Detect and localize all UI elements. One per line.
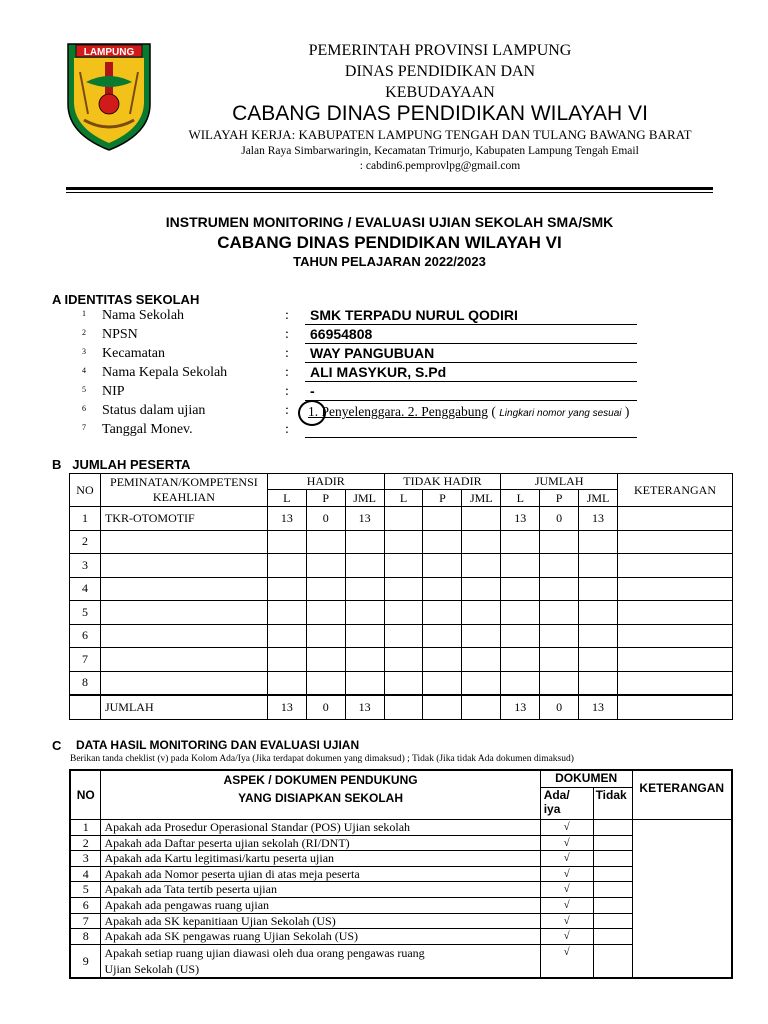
c-ada-line2: iya (543, 802, 561, 816)
exam-status-options (308, 404, 629, 420)
c-ada-line1: Ada/ (543, 788, 570, 802)
a-colon: : (285, 365, 289, 380)
cell-no: 1 (70, 507, 101, 531)
cell[interactable] (501, 554, 540, 578)
lampung-logo (66, 42, 152, 152)
cell[interactable] (267, 648, 306, 672)
a-label: Nama Sekolah (102, 308, 185, 323)
cell[interactable] (267, 601, 306, 625)
c-cell-no: 9 (70, 944, 101, 978)
cell-no: 5 (70, 601, 101, 625)
c-cell-no: 8 (70, 929, 101, 945)
c-question-line1: Apakah setiap ruang ujian diawasi oleh dua orang pengawas ruang (104, 945, 425, 960)
col-p: P (540, 490, 579, 507)
cell[interactable] (384, 648, 423, 672)
cell-major[interactable] (100, 530, 267, 554)
c-cell-tidak[interactable] (593, 897, 632, 913)
cell[interactable] (306, 554, 345, 578)
section-a-heading: A IDENTITAS SEKOLAH (52, 292, 200, 307)
a-num: 2 (82, 328, 86, 337)
cell[interactable] (579, 648, 618, 672)
status-hint: Lingkari nomor yang sesuai (499, 408, 622, 419)
status-option-joiner[interactable]: 2. Penggabung (404, 404, 488, 419)
cell[interactable] (345, 577, 384, 601)
cell[interactable] (540, 530, 579, 554)
cell[interactable] (540, 577, 579, 601)
npsn-field[interactable]: 66954808 (310, 326, 373, 342)
cell[interactable]: 13 (501, 695, 540, 719)
header-address-block (170, 144, 710, 174)
cell-ket[interactable] (618, 648, 733, 672)
cell[interactable]: 13 (579, 695, 618, 719)
c-cell-no: 2 (70, 835, 101, 851)
total-row (70, 695, 733, 719)
c-cell-question: Apakah ada SK kepanitiaan Ujian Sekolah (US) (101, 913, 540, 929)
cell[interactable] (540, 601, 579, 625)
selection-circle (298, 400, 326, 426)
cell[interactable] (540, 624, 579, 648)
status-option-organizer[interactable]: 1. Penyelenggara. (308, 404, 405, 419)
cell[interactable]: 13 (267, 695, 306, 719)
cell[interactable] (423, 554, 462, 578)
cell[interactable] (423, 671, 462, 695)
cell[interactable] (501, 648, 540, 672)
a-label: Kecamatan (102, 346, 165, 361)
c-cell-ada[interactable]: √ (540, 929, 593, 945)
cell[interactable] (267, 624, 306, 648)
c-cell-question: Apakah ada Kartu legitimasi/kartu peserta ujian (101, 851, 540, 867)
cell[interactable] (384, 507, 423, 531)
cell[interactable] (306, 601, 345, 625)
doc-subtitle: CABANG DINAS PENDIDIKAN WILAYAH VI (217, 233, 562, 252)
c-aspect-line2: YANG DISIAPKAN SEKOLAH (238, 791, 404, 805)
a-colon: : (285, 422, 289, 437)
cell[interactable] (579, 530, 618, 554)
c-cell-ada[interactable]: √ (540, 851, 593, 867)
col-jml: JML (462, 490, 501, 507)
header-title: CABANG DINAS PENDIDIKAN WILAYAH VI (232, 102, 648, 125)
cell[interactable] (423, 648, 462, 672)
c-cell-tidak[interactable] (593, 929, 632, 945)
cell[interactable] (501, 671, 540, 695)
cell[interactable] (501, 601, 540, 625)
cell[interactable] (462, 695, 501, 719)
cell-ket[interactable] (618, 695, 733, 719)
cell[interactable] (462, 648, 501, 672)
table-row (70, 671, 733, 695)
a-underline (305, 343, 637, 344)
a-underline (305, 362, 637, 363)
table-row (70, 820, 732, 836)
c-col-tidak: Tidak (593, 788, 632, 820)
cell[interactable] (267, 554, 306, 578)
cell[interactable] (423, 624, 462, 648)
a-label: Status dalam ujian (102, 403, 206, 418)
cell[interactable] (345, 648, 384, 672)
cell-ket[interactable] (618, 577, 733, 601)
cell[interactable]: 13 (501, 507, 540, 531)
cell-major[interactable] (100, 577, 267, 601)
cell-ket[interactable] (618, 554, 733, 578)
cell-major[interactable] (100, 624, 267, 648)
c-col-no: NO (70, 770, 101, 820)
cell[interactable] (579, 624, 618, 648)
a-colon: : (285, 346, 289, 361)
col-keterangan: KETERANGAN (618, 474, 733, 507)
table-row (70, 601, 733, 625)
c-cell-ada[interactable]: √ (540, 835, 593, 851)
c-cell-question: Apakah ada Daftar peserta ujian sekolah (RI/DNT) (101, 835, 540, 851)
c-cell-question: Apakah ada Nomor peserta ujian di atas meja peserta (101, 866, 540, 882)
a-num: 6 (82, 404, 86, 413)
cell-no: 4 (70, 577, 101, 601)
header-org (170, 40, 710, 103)
cell[interactable] (306, 577, 345, 601)
cell[interactable] (423, 577, 462, 601)
cell[interactable] (267, 530, 306, 554)
cell[interactable] (462, 624, 501, 648)
c-cell-no: 7 (70, 913, 101, 929)
cell[interactable] (540, 554, 579, 578)
col-hadir: HADIR (267, 474, 384, 490)
c-aspect-line1: ASPEK / DOKUMEN PENDUKUNG (223, 773, 418, 787)
cell[interactable] (345, 554, 384, 578)
a-underline (305, 437, 637, 438)
cell[interactable] (306, 648, 345, 672)
total-label: JUMLAH (100, 695, 267, 719)
c-cell-no: 3 (70, 851, 101, 867)
c-cell-question: Apakah ada Tata tertib peserta ujian (101, 882, 540, 898)
monitoring-table (69, 769, 733, 979)
c-cell-ada[interactable]: √ (540, 897, 593, 913)
cell[interactable]: 0 (306, 695, 345, 719)
cell[interactable] (462, 601, 501, 625)
cell[interactable] (384, 624, 423, 648)
col-p: P (423, 490, 462, 507)
nip-field[interactable]: - (310, 383, 315, 399)
c-cell-no: 5 (70, 882, 101, 898)
cell-major[interactable]: TKR-OTOMOTIF (100, 507, 267, 531)
cell[interactable] (462, 671, 501, 695)
svg-text:LAMPUNG: LAMPUNG (83, 47, 135, 58)
c-cell-no: 4 (70, 866, 101, 882)
a-colon: : (285, 384, 289, 399)
hint-paren: ( (487, 404, 500, 419)
section-c-heading: DATA HASIL MONITORING DAN EVALUASI UJIAN (76, 738, 360, 752)
cell[interactable] (306, 624, 345, 648)
header-line3: KEBUDAYAAN (385, 84, 495, 101)
cell[interactable] (384, 695, 423, 719)
cell[interactable] (462, 577, 501, 601)
c-cell-no: 6 (70, 897, 101, 913)
a-num: 3 (82, 347, 86, 356)
cell-major[interactable] (100, 648, 267, 672)
cell[interactable] (384, 530, 423, 554)
a-num: 4 (82, 366, 86, 375)
hint-paren: ) (621, 404, 630, 419)
cell-ket[interactable] (618, 671, 733, 695)
table-row (70, 507, 733, 531)
c-cell-no: 1 (70, 820, 101, 836)
a-label: NPSN (102, 327, 138, 342)
header-email: : cabdin6.pemprovlpg@gmail.com (359, 160, 521, 172)
cell-no (70, 695, 101, 719)
cell[interactable] (501, 577, 540, 601)
cell[interactable] (384, 601, 423, 625)
cell-no: 7 (70, 648, 101, 672)
cell[interactable] (540, 671, 579, 695)
district-field[interactable]: WAY PANGUBUAN (310, 345, 435, 361)
table-row (70, 648, 733, 672)
a-underline (305, 324, 637, 325)
col-l: L (501, 490, 540, 507)
c-col-keterangan: KETERANGAN (632, 770, 732, 820)
cell[interactable] (306, 530, 345, 554)
cell[interactable] (462, 530, 501, 554)
section-b-letter: B (52, 457, 62, 472)
table-row (70, 624, 733, 648)
section-b-title: JUMLAH PESERTA (72, 457, 191, 472)
col-jml: JML (579, 490, 618, 507)
cell-ket[interactable] (618, 601, 733, 625)
cell-no: 3 (70, 554, 101, 578)
cell[interactable]: 13 (579, 507, 618, 531)
table-row (70, 554, 733, 578)
school-name-field[interactable]: SMK TERPADU NURUL QODIRI (310, 307, 518, 323)
cell-ket[interactable] (618, 530, 733, 554)
c-cell-ada[interactable]: √ (540, 866, 593, 882)
c-cell-question (101, 944, 540, 978)
c-cell-question: Apakah ada SK pengawas ruang Ujian Sekolah (US) (101, 929, 540, 945)
cell-major[interactable] (100, 671, 267, 695)
header-address: Jalan Raya Simbarwaringin, Kecamatan Trimurjo, Kabupaten Lampung Tengah Email (241, 145, 639, 157)
c-cell-ada[interactable]: √ (540, 913, 593, 929)
cell[interactable] (579, 554, 618, 578)
c-cell-ada[interactable]: √ (540, 820, 593, 836)
header-rule-thin (66, 192, 713, 193)
c-cell-tidak[interactable] (593, 866, 632, 882)
cell[interactable] (384, 554, 423, 578)
cell[interactable] (345, 671, 384, 695)
c-col-aspect (101, 770, 540, 820)
a-num: 7 (82, 423, 86, 432)
participants-table (69, 473, 733, 720)
section-c-note: Berikan tanda cheklist (v) pada Kolom Ada/Iya (Jika terdapat dokumen yang dimaksud) ; Tidak (Jika tidak Ada dokumen dimaksud) (70, 754, 574, 764)
c-cell-tidak[interactable] (593, 835, 632, 851)
section-b-heading (52, 457, 190, 472)
cell[interactable] (423, 601, 462, 625)
a-colon: : (285, 308, 289, 323)
principal-name-field[interactable]: ALI MASYKUR, S.Pd (310, 364, 447, 380)
c-col-ada (540, 788, 593, 820)
cell-major[interactable] (100, 554, 267, 578)
cell[interactable] (267, 577, 306, 601)
cell[interactable]: 0 (306, 507, 345, 531)
cell[interactable] (384, 577, 423, 601)
c-col-dokumen: DOKUMEN (540, 770, 632, 788)
cell[interactable] (384, 671, 423, 695)
cell[interactable] (579, 671, 618, 695)
col-major: PEMINATAN/KOMPETENSI KEAHLIAN (100, 474, 267, 507)
doc-title: INSTRUMEN MONITORING / EVALUASI UJIAN SEKOLAH SMA/SMK (165, 214, 614, 230)
cell[interactable] (306, 671, 345, 695)
a-num: 1 (82, 309, 86, 318)
cell-no: 8 (70, 671, 101, 695)
col-l: L (384, 490, 423, 507)
col-no: NO (70, 474, 101, 507)
section-c-letter: C (52, 738, 62, 753)
header-work-area: WILAYAH KERJA: KABUPATEN LAMPUNG TENGAH DAN TULANG BAWANG BARAT (188, 127, 692, 142)
c-cell-question: Apakah ada pengawas ruang ujian (101, 897, 540, 913)
cell[interactable]: 0 (540, 695, 579, 719)
cell-no: 2 (70, 530, 101, 554)
cell-major[interactable] (100, 601, 267, 625)
a-label: Tanggal Monev. (102, 422, 193, 437)
cell[interactable] (345, 530, 384, 554)
cell[interactable]: 13 (267, 507, 306, 531)
c-cell-tidak[interactable] (593, 944, 632, 978)
cell[interactable] (540, 648, 579, 672)
a-label: Nama Kepala Sekolah (102, 365, 228, 380)
cell[interactable] (345, 601, 384, 625)
col-tidak-hadir: TIDAK HADIR (384, 474, 501, 490)
cell[interactable] (462, 554, 501, 578)
cell[interactable]: 0 (540, 507, 579, 531)
cell[interactable] (423, 530, 462, 554)
a-num: 5 (82, 385, 86, 394)
c-cell-tidak[interactable] (593, 913, 632, 929)
c-cell-ada[interactable]: √ (540, 944, 593, 978)
cell[interactable] (423, 695, 462, 719)
c-cell-question: Apakah ada Prosedur Operasional Standar (POS) Ujian sekolah (101, 820, 540, 836)
doc-year: TAHUN PELAJARAN 2022/2023 (293, 254, 486, 269)
col-jumlah: JUMLAH (501, 474, 618, 490)
cell[interactable] (462, 507, 501, 531)
c-cell-tidak[interactable] (593, 820, 632, 836)
cell[interactable] (579, 601, 618, 625)
header-rule-thick (66, 187, 713, 190)
a-colon: : (285, 327, 289, 342)
cell[interactable] (501, 624, 540, 648)
cell-ket[interactable] (618, 507, 733, 531)
c-cell-tidak[interactable] (593, 851, 632, 867)
c-cell-ada[interactable]: √ (540, 882, 593, 898)
a-underline (305, 400, 637, 401)
cell[interactable]: 13 (345, 507, 384, 531)
cell[interactable] (267, 671, 306, 695)
c-cell-tidak[interactable] (593, 882, 632, 898)
col-p: P (306, 490, 345, 507)
cell[interactable] (501, 530, 540, 554)
col-l: L (267, 490, 306, 507)
a-label: NIP (102, 384, 125, 399)
table-row (70, 577, 733, 601)
c-cell-keterangan[interactable] (632, 820, 732, 978)
header-line2: DINAS PENDIDIKAN DAN (344, 63, 536, 80)
a-colon: : (285, 403, 289, 418)
table-row (70, 530, 733, 554)
header-line1: PEMERINTAH PROVINSI LAMPUNG (308, 42, 572, 59)
col-jml: JML (345, 490, 384, 507)
c-question-line2: Ujian Sekolah (US) (104, 961, 200, 976)
a-underline (305, 381, 637, 382)
cell[interactable] (423, 507, 462, 531)
cell-no: 6 (70, 624, 101, 648)
cell[interactable]: 13 (345, 695, 384, 719)
cell[interactable] (579, 577, 618, 601)
cell-ket[interactable] (618, 624, 733, 648)
cell[interactable] (345, 624, 384, 648)
